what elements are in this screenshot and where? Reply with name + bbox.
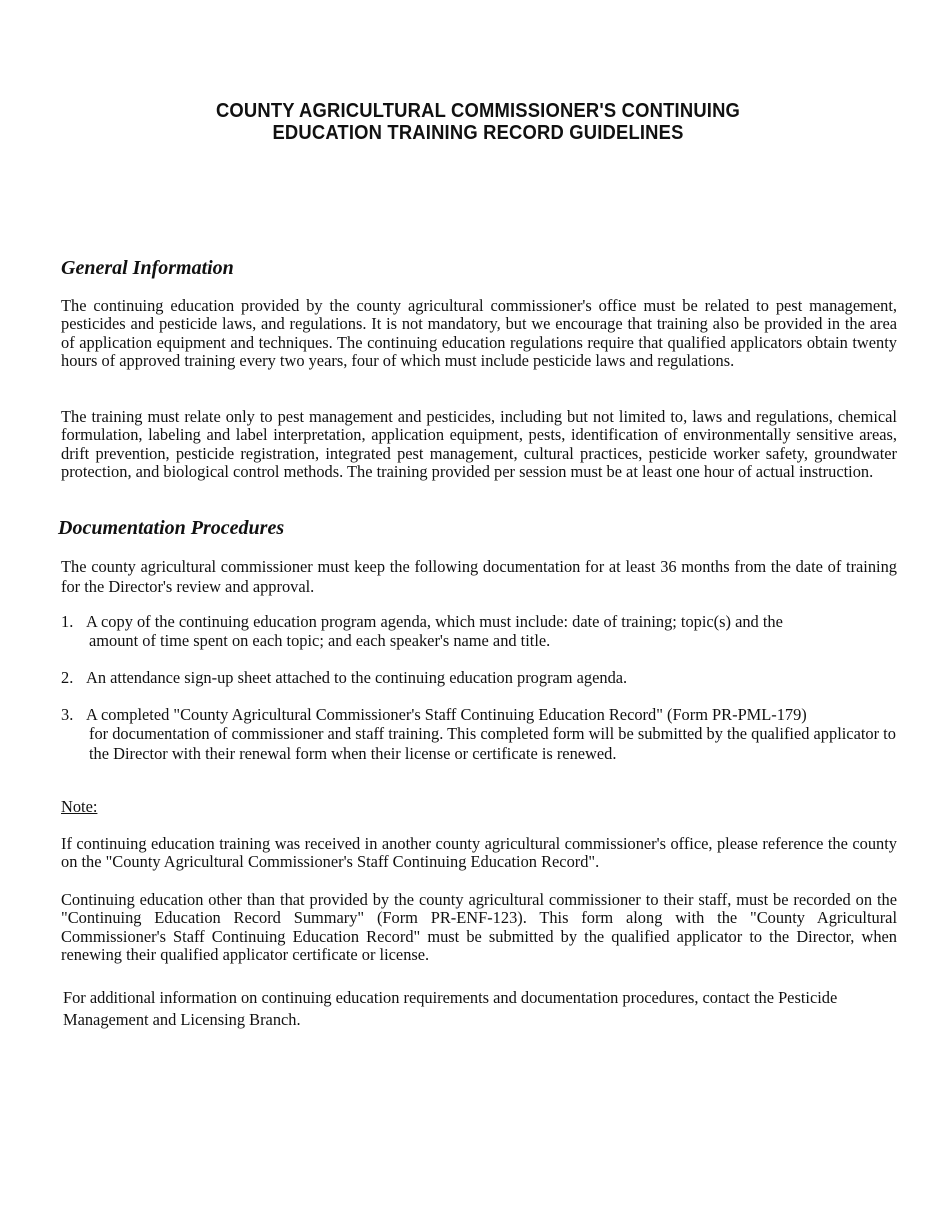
closing-paragraph: For additional information on continuing education requirements and documentation procedures, contact the Pesticide Management and Licensing Branch. (63, 988, 838, 1029)
list-item-number: 2. (61, 668, 74, 687)
general-information-heading: General Information (61, 257, 234, 279)
list-item-2 (61, 668, 897, 687)
title-line-1: COUNTY AGRICULTURAL COMMISSIONER'S CONTINUING (215, 100, 741, 122)
list-item-number: 1. (61, 612, 74, 631)
title-line-2: EDUCATION TRAINING RECORD GUIDELINES (272, 122, 684, 144)
list-item-1 (61, 612, 897, 651)
list-item-number: 3. (61, 705, 74, 724)
general-paragraph-2: The training must relate only to pest management and pesticides, including but not limited to, laws and regulations, chemical formulation, labeling and label interpretation, application equipment, pests, identification of environmentally sensitive areas, drift prevention, pesticide registration, integrated pest management, cultural practices, pesticide worker safety, groundwater protection, and biological control methods. The training provided per session must be at least one hour of actual instruction. (61, 407, 897, 482)
note-paragraph-2: Continuing education other than that provided by the county agricultural commissioner to their staff, must be recorded on the "Continuing Education Record Summary" (Form PR-ENF-123). This form along with the "County Agricultural Commissioner's Staff Continuing Education Record" must be submitted by the qualified applicator to the Director, when renewing their qualified applicator certificate or license. (61, 890, 897, 965)
note-label: Note: (61, 797, 98, 816)
list-item-first-line: A completed "County Agricultural Commissioner's Staff Continuing Education Record" (Form PR-PML-179) (86, 705, 807, 724)
list-item-first-line: An attendance sign-up sheet attached to the continuing education program agenda. (86, 668, 628, 687)
list-item-continuation: for documentation of commissioner and staff training. This completed form will be submitted by the qualified applicator to the Director with their renewal form when their license or certificate is renewed. (89, 724, 896, 763)
note-paragraph-1: If continuing education training was received in another county agricultural commissioner's office, please reference the county on the "County Agricultural Commissioner's Staff Continuing Education Record". (61, 834, 897, 872)
list-item-first-line: A copy of the continuing education program agenda, which must include: date of training; topic(s) and the (86, 612, 783, 631)
document-title (38, 100, 918, 144)
documentation-intro: The county agricultural commissioner must keep the following documentation for at least 36 months from the date of training for the Director's review and approval. (61, 557, 897, 596)
documentation-procedures-heading: Documentation Procedures (58, 517, 285, 539)
general-paragraph-1: The continuing education provided by the county agricultural commissioner's office must be related to pest management, pesticides and pesticide laws, and regulations. It is not mandatory, but we encourage that training also be provided in the area of application equipment and techniques. The continuing education regulations require that qualified applicators obtain twenty hours of approved training every two years, four of which must include pesticide laws and regulations. (61, 296, 897, 371)
list-item-continuation: amount of time spent on each topic; and each speaker's name and title. (89, 631, 551, 651)
list-item-3 (61, 705, 897, 763)
